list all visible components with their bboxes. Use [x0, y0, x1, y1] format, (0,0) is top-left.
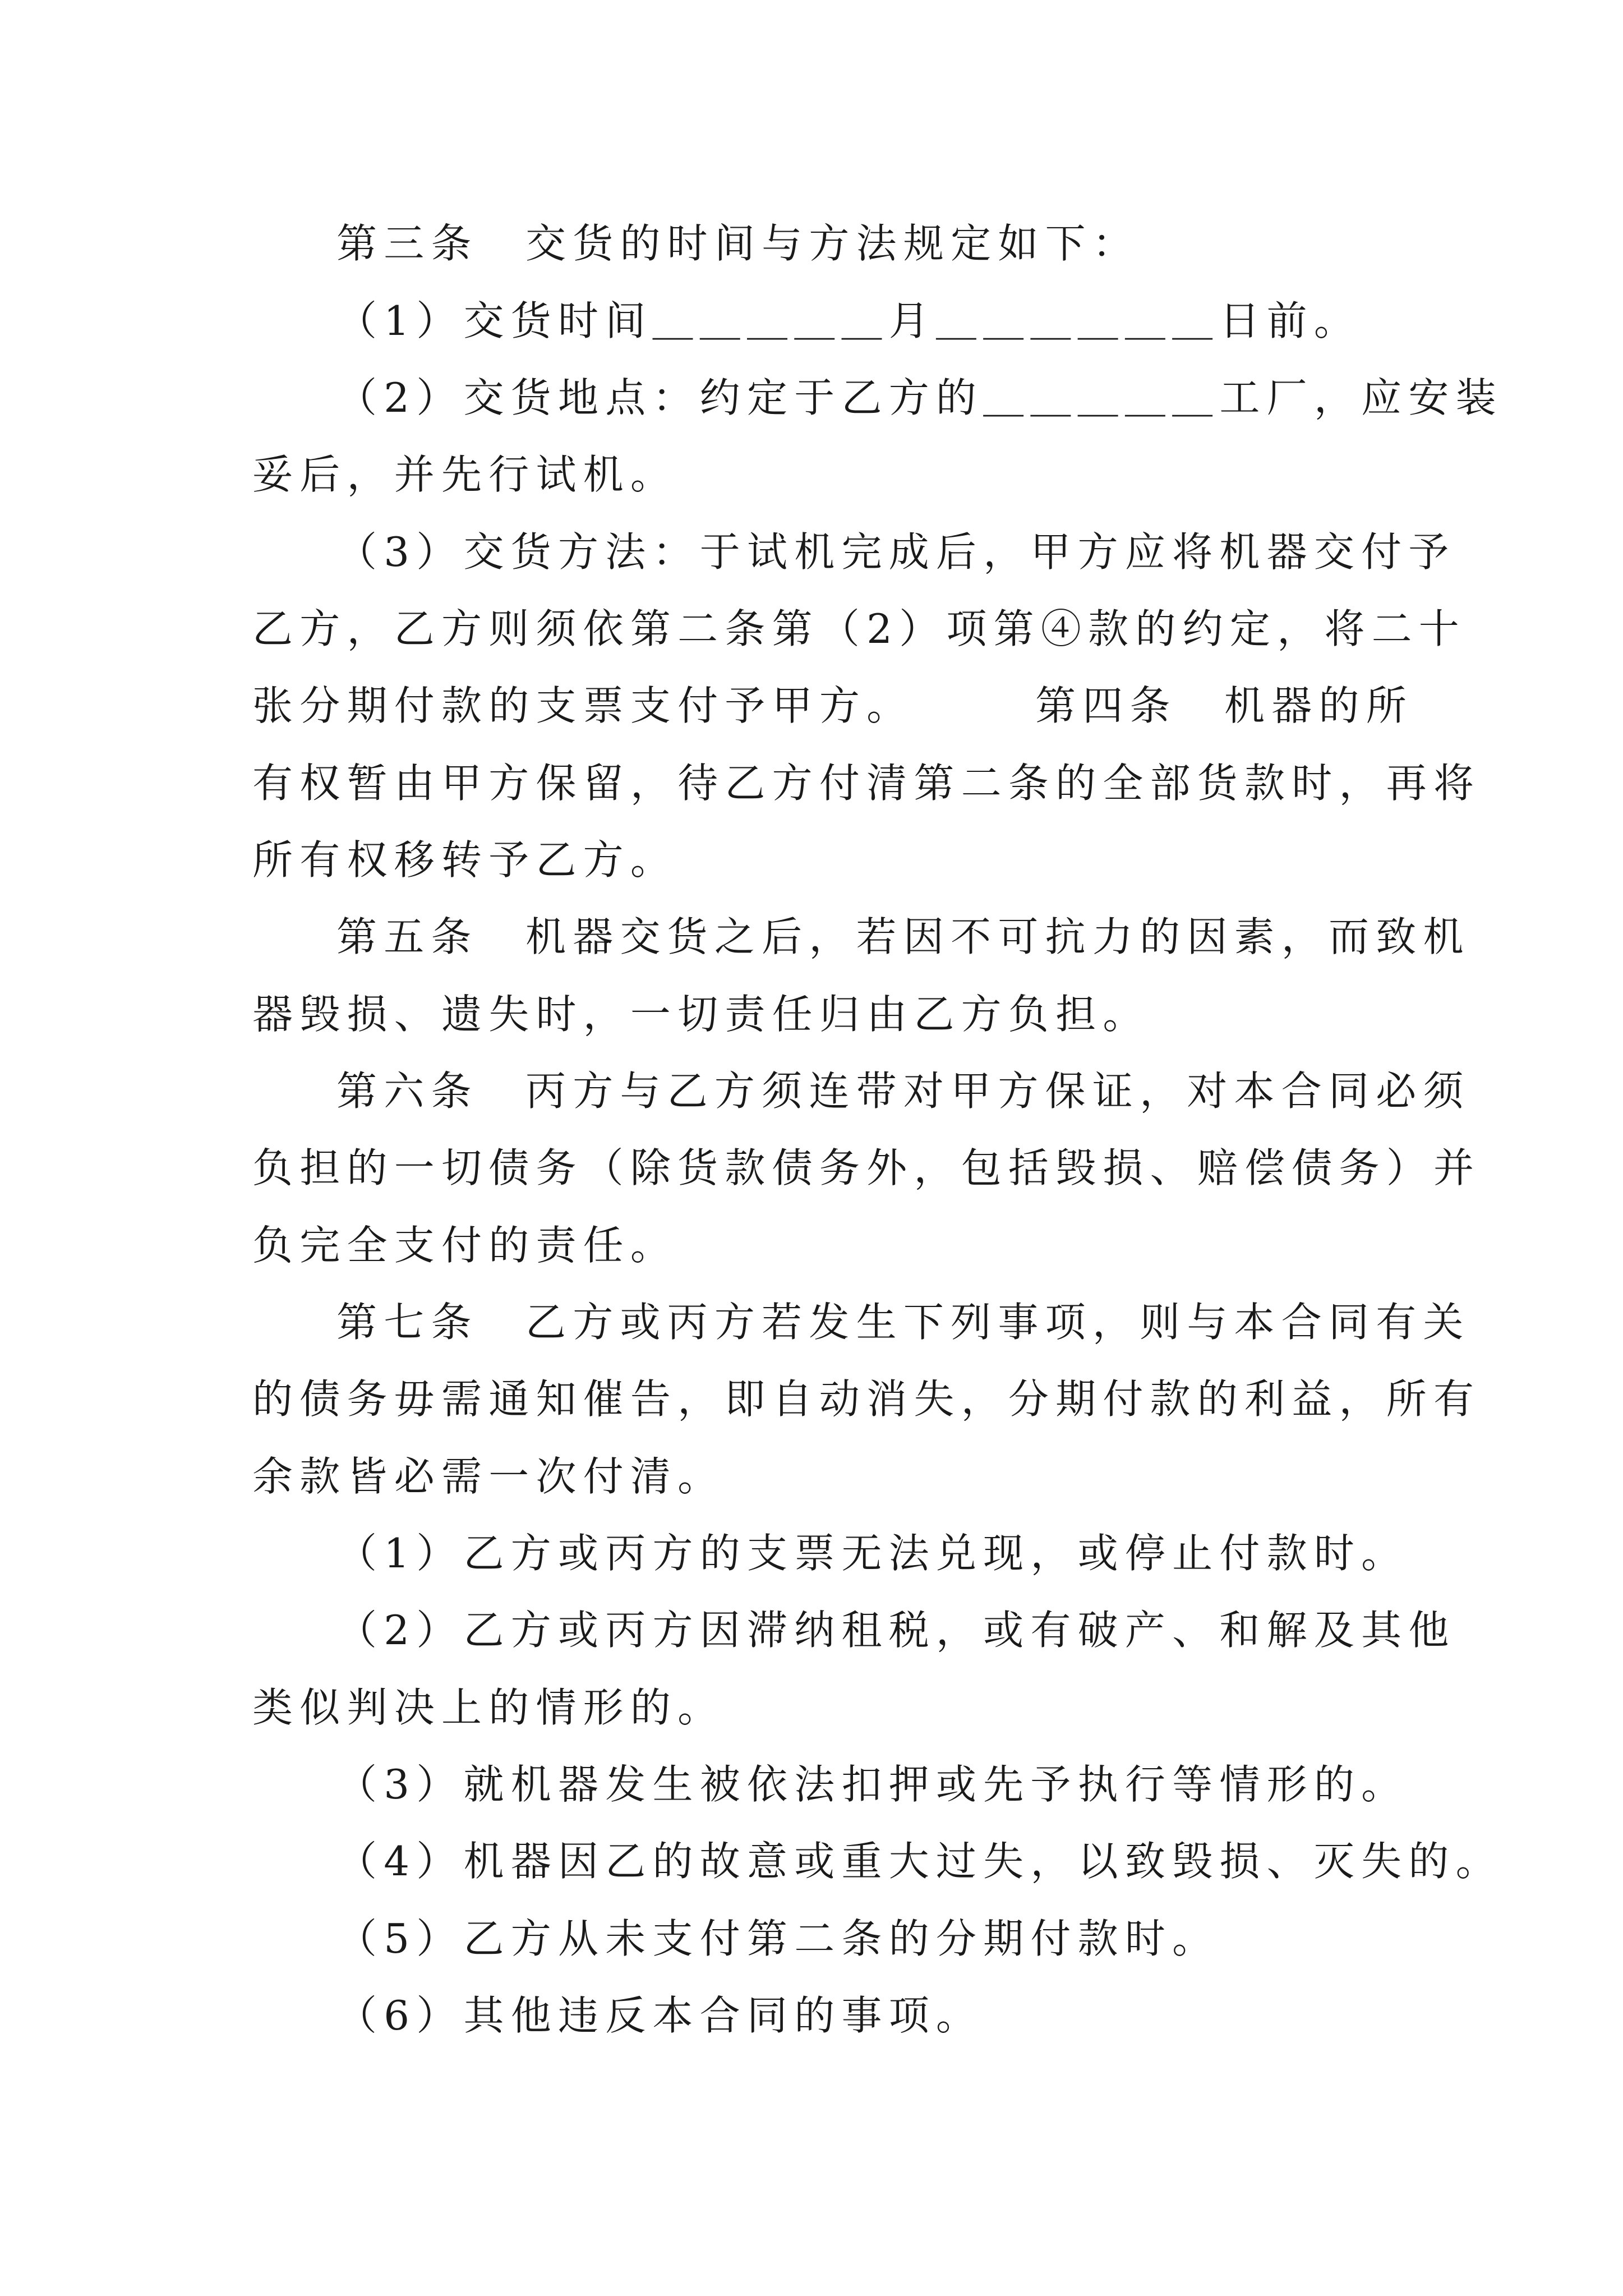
article-4-cont: 所有权移转予乙方。 [252, 836, 678, 884]
clause-3-2: （2）交货地点：约定于乙方的＿＿＿＿＿工厂，应安装 [336, 374, 1503, 421]
article-4-cont: 有权暂由甲方保留，待乙方付清第二条的全部货款时，再将 [252, 760, 1481, 807]
clause-7-2: （2）乙方或丙方因滞纳租税，或有破产、和解及其他 [336, 1607, 1456, 1654]
clause-7-2-cont: 类似判决上的情形的。 [252, 1684, 725, 1731]
clause-7-6: （6）其他违反本合同的事项。 [336, 1992, 984, 2039]
clause-3-1: （1）交货时间＿＿＿＿＿月＿＿＿＿＿＿日前。 [336, 297, 1362, 344]
clause-3-2-cont: 妥后，并先行试机。 [252, 451, 678, 498]
article-5: 第五条 机器交货之后，若因不可抗力的因素，而致机 [336, 913, 1470, 960]
article-7-cont: 余款皆必需一次付清。 [252, 1453, 725, 1500]
article-7: 第七条 乙方或丙方若发生下列事项，则与本合同有关 [336, 1299, 1470, 1346]
clause-3-3-cont: 乙方，乙方则须依第二条第（2）项第④款的约定，将二十 [252, 605, 1467, 652]
clause-7-3: （3）就机器发生被依法扣押或先予执行等情形的。 [336, 1761, 1409, 1808]
article-7-cont: 的债务毋需通知催告，即自动消失，分期付款的利益，所有 [252, 1375, 1481, 1423]
article-3-heading: 第三条 交货的时间与方法规定如下： [336, 220, 1140, 267]
article-6-cont: 负担的一切债务（除货款债务外，包括毁损、赔偿债务）并 [252, 1144, 1481, 1191]
clause-7-5: （5）乙方从未支付第二条的分期付款时。 [336, 1915, 1220, 1962]
clause-7-4: （4）机器因乙的故意或重大过失，以致毁损、灭失的。 [336, 1838, 1503, 1885]
article-6: 第六条 丙方与乙方须连带对甲方保证，对本合同必须 [336, 1068, 1470, 1115]
article-5-cont: 器毁损、遗失时，一切责任归由乙方负担。 [252, 991, 1150, 1038]
clause-3-3-cont: 张分期付款的支票支付予甲方。 第四条 机器的所 [252, 682, 1414, 729]
article-6-cont: 负完全支付的责任。 [252, 1222, 678, 1269]
clause-3-3: （3）交货方法：于试机完成后，甲方应将机器交付予 [336, 528, 1456, 576]
clause-7-1: （1）乙方或丙方的支票无法兑现，或停止付款时。 [336, 1530, 1409, 1577]
